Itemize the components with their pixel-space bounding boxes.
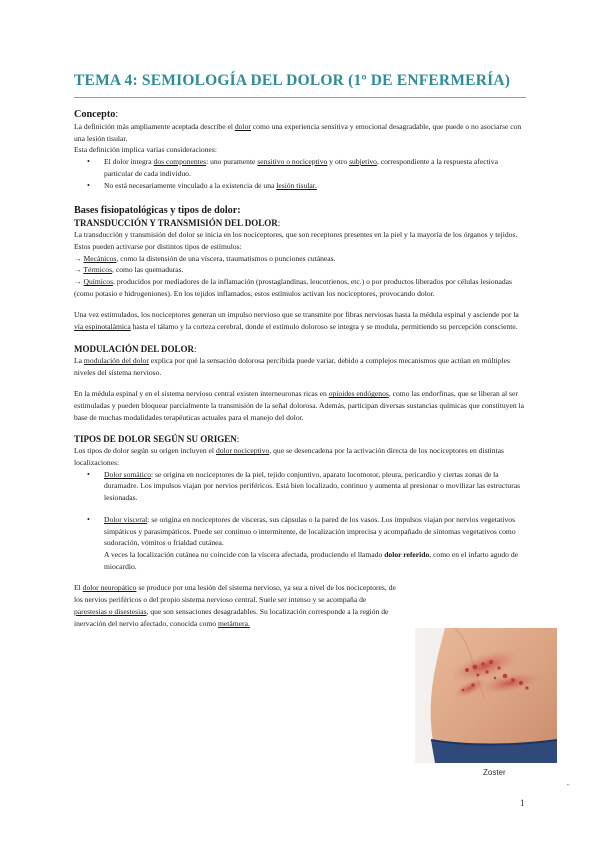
paragraph: La definición más ampliamente aceptada describe el dolor como una experiencia sensitiva y emocional desagradable, que puede o no asociarse con una lesión tisular. [74, 122, 522, 143]
section-heading-concepto: Concepto: [74, 109, 119, 120]
zoster-photo [415, 628, 557, 763]
paragraph: Una vez estimulados, los nociceptores generan un impulso nervioso que se transmite por fibras nerviosas hasta la médula espinal y asciende por la vía espinotalámica hasta el tálamo y la corteza cerebral, donde el estímulo doloroso se integra y se modula, permitiendo su percepción consciente. [74, 310, 519, 332]
bullet-list [74, 514, 528, 573]
paragraph: La modulación del dolor explica por qué la sensación dolorosa percibida puede variar, debido a complejos mecanismos que actúan en múltiples niveles del sistema nervioso. [74, 355, 511, 377]
document-body [74, 108, 528, 629]
paragraph: En la médula espinal y en el sistema nervioso central existen interneuronas ricas en opioides endógenos, como las endorfinas, que se liberan al ser estimuladas y pueden bloquear parcialmente la transmisión de la señal dolorosa. Además, participan diversas sustancias químicas que constituyen la base de muchas modalidades terapéuticas actuales para el manejo del dolor. [74, 389, 525, 422]
subheading-transduccion: TRANSDUCCIÓN Y TRANSMISIÓN DEL DOLOR: [74, 218, 281, 229]
title-divider [74, 97, 526, 98]
figure-mark: ′′ [567, 784, 570, 790]
subheading-modulacion: MODULACIÓN DEL DOLOR: [74, 343, 197, 354]
page-title: TEMA 4: SEMIOLOGÍA DEL DOLOR (1º DE ENFERMERÍA) [74, 72, 511, 89]
list-item: • Dolor visceral: se origina en nociceptores de vísceras, sus cápsulas o la pared de los vasos. Los impulsos viajan por nervios vegetativos simpáticos y parasimpáticos. Puede ser continuo o intermitente, de localización imprecisa y acompañado de síntomas vegetativos como sudoración, vómitos o frialdad cutánea. A veces la localización cutánea no coincide con la víscera afectada, produciendo el llamado dolor referido, como en el infarto agudo de miocardio. [74, 514, 528, 573]
page-number: 1 [520, 798, 525, 808]
bullet-list [74, 156, 528, 191]
paragraph: Los tipos de dolor según su origen incluyen el dolor nociceptivo, que se desencadena por la activación directa de los nociceptores en distintas localizaciones: [74, 446, 504, 468]
paragraph: La transducción y transmisión del dolor se inicia en los nociceptores, que son receptores presentes en la piel y la mayoría de los órganos y tejidos. Estos pueden activarse por distintos tipos de estímulos: [74, 230, 518, 251]
zoster-photo-icon [415, 628, 557, 763]
list-item: • No está necesariamente vinculado a la existencia de una lesión tisular. [74, 180, 528, 192]
subheading-tipos: TIPOS DE DOLOR SEGÚN SU ORIGEN: [74, 434, 240, 445]
bullet-list [74, 469, 528, 504]
list-item: • Dolor somático: se origina en nociceptores de la piel, tejido conjuntivo, aparato locomotor, pleura, pericardio y ciertas zonas de la duramadre. Los impulsos viajan por nervios periféricos. Está bien localizado, continuo y aumenta al presionar o movilizar las estructuras lesionadas. [74, 469, 528, 504]
arrow-item: → Mecánicos, como la distensión de una víscera, traumatismos o punciones cutáneas. [74, 253, 336, 263]
paragraph: El dolor neuropático se produce por una lesión del sistema nervioso, ya sea a nivel de los nociceptores, de los nervios periféricos o del propio sistema nervioso central. Suele ser intenso y se acompaña de parestesias o disestesias, que son sensaciones desagradables. Su localización corresponde a la región de inervación del nervio afectado, conocida como metámera. [74, 583, 396, 628]
arrow-item: → Químicos, producidos por mediadores de la inflamación (prostaglandinas, leucotrienos, etc.) o por productos liberados por células lesionadas (como potasio e hidrogeniones). En los tejidos inflamados, estos estímulos activan los nociceptores, provocando dolor. [74, 277, 513, 298]
figure-caption: Zoster [483, 768, 506, 777]
arrow-item: → Térmicos, como las quemaduras. [74, 265, 184, 275]
section-heading-bases: Bases fisiopatológicas y tipos de dolor: [74, 205, 241, 217]
paragraph: Esta definición implica varias consideraciones: [74, 145, 217, 155]
list-item: • El dolor integra dos componentes: uno puramente sensitivo o nociceptivo y otro subjetivo, correspondiente a la respuesta afectiva particular de cada individuo. [74, 156, 528, 179]
